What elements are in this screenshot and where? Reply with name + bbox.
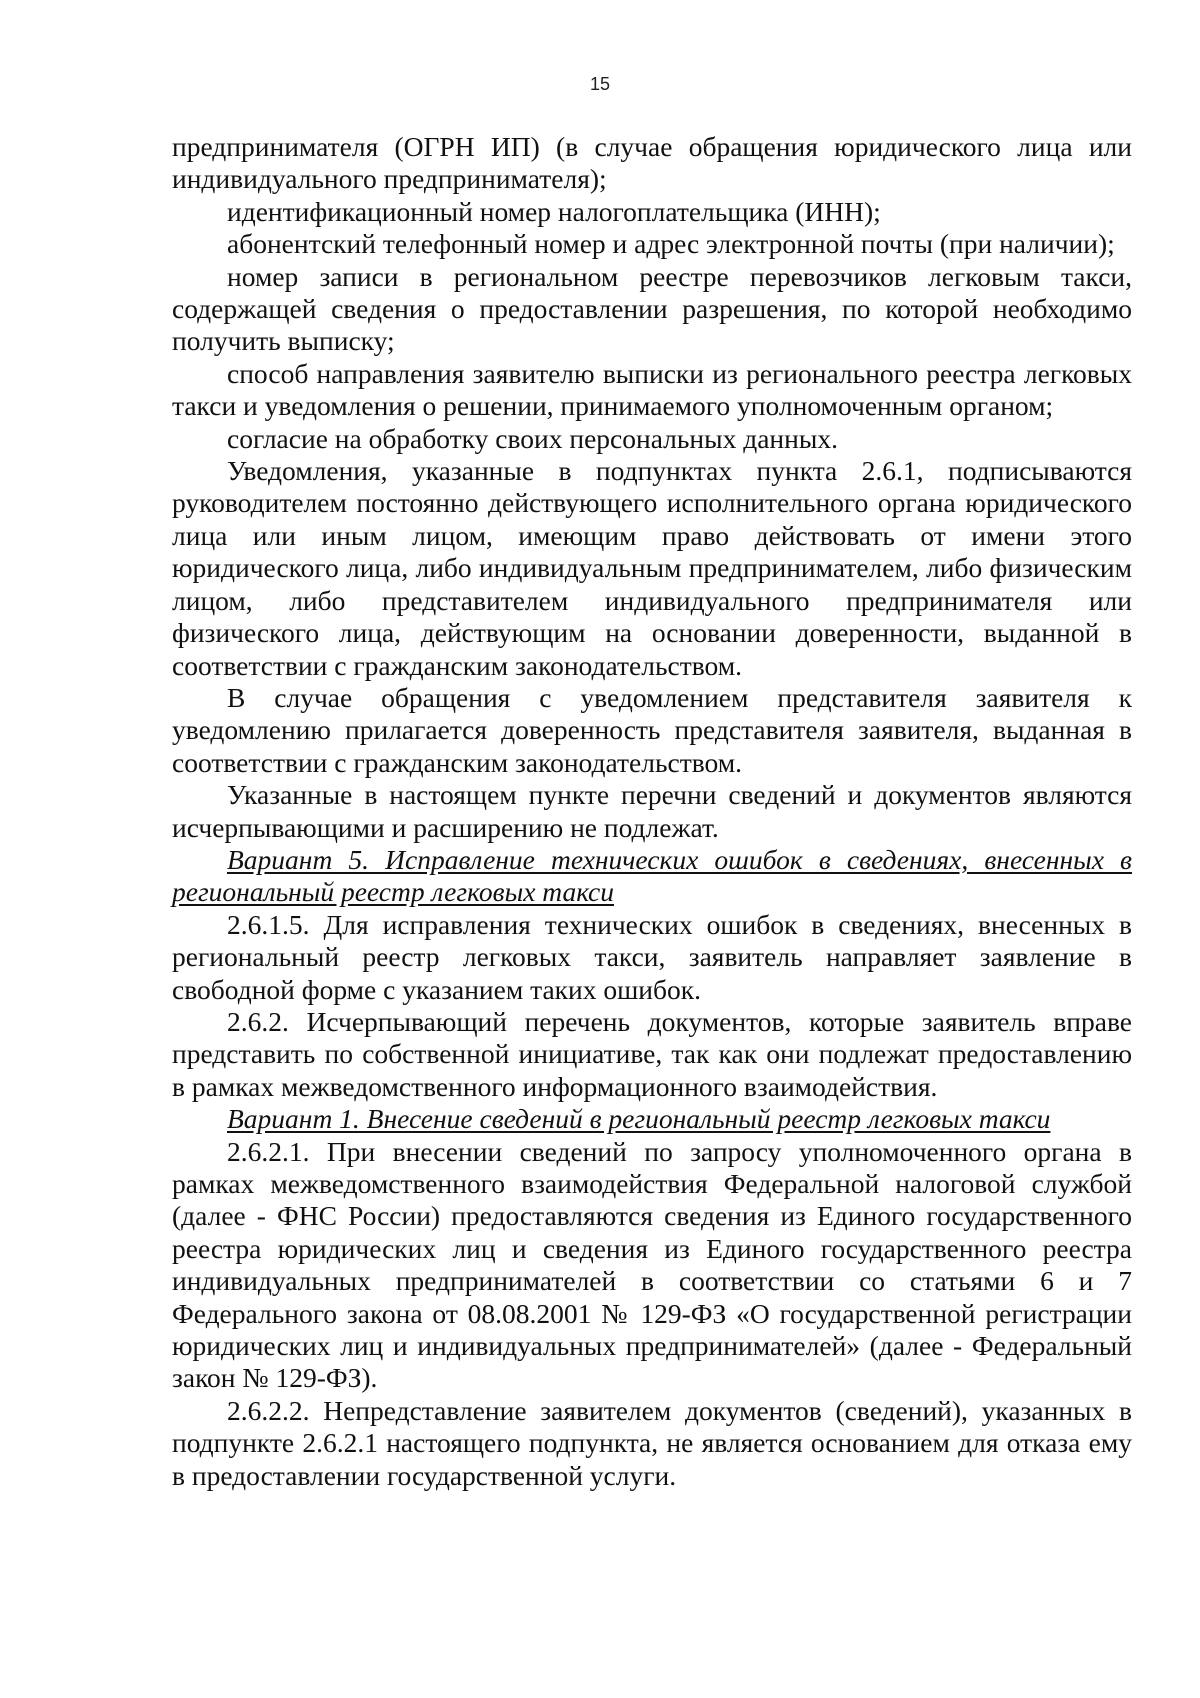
paragraph: В случае обращения с уведомлением представителя заявителя к уведомлению прилагается доверенность представителя заявителя, выданная в соответствии с гражданским законодательством. — [172, 681, 1132, 778]
variant-heading: Вариант 5. Исправление технических ошибок в сведениях, внесенных в региональный реестр легковых такси — [172, 843, 1132, 908]
paragraph: 2.6.1.5. Для исправления технических ошибок в сведениях, внесенных в региональный реестр легковых такси, заявитель направляет заявление в свободной форме с указанием таких ошибок. — [172, 908, 1132, 1005]
document-body — [172, 131, 1132, 1492]
paragraph: предпринимателя (ОГРН ИП) (в случае обращения юридического лица или индивидуального предпринимателя); — [172, 131, 1132, 195]
paragraph: номер записи в региональном реестре перевозчиков легковым такси, содержащей сведения о предоставлении разрешения, по которой необходимо получить выписку; — [172, 260, 1132, 357]
paragraph: идентификационный номер налогоплательщика (ИНН); — [227, 195, 881, 227]
paragraph: абонентский телефонный номер и адрес электронной почты (при наличии); — [227, 228, 1115, 260]
paragraph: 2.6.2.2. Непредставление заявителем документов (сведений), указанных в подпункте 2.6.2.1 настоящего подпункта, не является основанием для отказа ему в предоставлении государственной услуги. — [172, 1394, 1132, 1491]
variant-heading: Вариант 1. Внесение сведений в региональный реестр легковых такси — [227, 1103, 1051, 1135]
paragraph: способ направления заявителю выписки из регионального реестра легковых такси и уведомления о решении, принимаемого уполномоченным органом; — [172, 357, 1132, 422]
paragraph: 2.6.2. Исчерпывающий перечень документов, которые заявитель вправе представить по собственной инициативе, так как они подлежат предоставлению в рамках межведомственного информационного взаимодействия. — [172, 1005, 1132, 1102]
paragraph: Уведомления, указанные в подпунктах пункта 2.6.1, подписываются руководителем постоянно действующего исполнительного органа юридического лица или иным лицом, имеющим право действовать от имени этого юридического лица, либо индивидуальным предпринимателем, либо физическим лицом, либо представителем индивидуального предпринимателя или физического лица, действующим на основании доверенности, выданной в соответствии с гражданским законодательством. — [172, 455, 1132, 681]
paragraph: Указанные в настоящем пункте перечни сведений и документов являются исчерпывающими и расширению не подлежат. — [172, 779, 1132, 843]
paragraph: согласие на обработку своих персональных данных. — [227, 422, 838, 454]
paragraph: 2.6.2.1. При внесении сведений по запросу уполномоченного органа в рамках межведомственного взаимодействия Федеральной налоговой службой (далее - ФНС России) предоставляются сведения из Единого государственного реестра юридических лиц и сведения из Единого государственного реестра индивидуальных предпринимателей в соответствии со статьями 6 и 7 Федерального закона от 08.08.2001 № 129-ФЗ «О государственной регистрации юридических лиц и индивидуальных предпринимателей» (далее - Федеральный закон № 129-ФЗ). — [172, 1135, 1132, 1394]
page-number: 15 — [589, 74, 611, 94]
